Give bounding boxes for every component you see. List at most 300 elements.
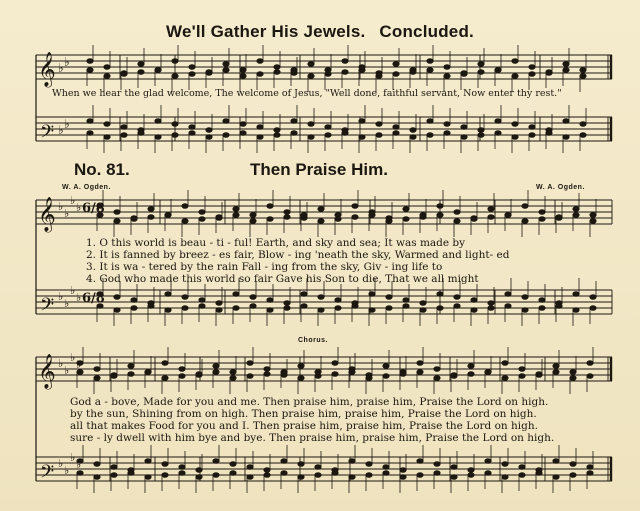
note-head <box>437 306 443 311</box>
note-head <box>121 72 127 77</box>
note-head <box>573 308 579 313</box>
note-head <box>495 119 501 124</box>
note-head <box>451 475 457 480</box>
note-head <box>298 475 304 480</box>
note-head <box>301 292 307 297</box>
note-head <box>308 135 314 140</box>
chorus-label: Chorus. <box>298 337 328 344</box>
note-head <box>366 473 372 478</box>
note-head <box>172 59 178 64</box>
note-head <box>247 374 253 379</box>
note-head <box>580 68 586 73</box>
note-head <box>216 301 222 306</box>
svg-text:♭: ♭ <box>58 357 64 370</box>
note-head <box>444 65 450 70</box>
note-head <box>590 213 596 218</box>
note-head <box>257 59 263 64</box>
staff-3-bass <box>36 457 612 481</box>
note-head <box>298 462 304 467</box>
note-head <box>352 215 358 220</box>
note-head <box>478 70 484 75</box>
note-head <box>369 308 375 313</box>
note-head <box>342 131 348 136</box>
note-head <box>162 473 168 478</box>
note-head <box>233 213 239 218</box>
note-head <box>369 292 375 297</box>
note-head <box>495 131 501 136</box>
svg-text:♭: ♭ <box>58 290 64 303</box>
note-head <box>87 59 93 64</box>
note-head <box>359 135 365 140</box>
note-head <box>131 298 137 303</box>
note-head <box>437 292 443 297</box>
svg-text:♭: ♭ <box>70 451 76 464</box>
note-head <box>434 376 440 381</box>
note-head <box>318 207 324 212</box>
note-head <box>104 65 110 70</box>
note-head <box>155 119 161 124</box>
svg-text:♭: ♭ <box>70 194 76 207</box>
note-head <box>199 304 205 309</box>
note-head <box>454 295 460 300</box>
note-head <box>148 215 154 220</box>
note-head <box>233 292 239 297</box>
note-head <box>400 468 406 473</box>
note-head <box>519 473 525 478</box>
treble-clef-icon: 𝄞 <box>38 354 56 389</box>
note-head <box>274 70 280 75</box>
note-head <box>471 217 477 222</box>
note-head <box>233 306 239 311</box>
note-head <box>179 471 185 476</box>
note-head <box>444 122 450 127</box>
note-head <box>410 135 416 140</box>
note-head <box>189 125 195 130</box>
note-head <box>264 367 270 372</box>
note-head <box>223 119 229 124</box>
note-head <box>437 213 443 218</box>
note-head <box>131 306 137 311</box>
note-head <box>573 207 579 212</box>
note-head <box>587 471 593 476</box>
note-head <box>352 304 358 309</box>
note-head <box>247 361 253 366</box>
note-head <box>359 68 365 73</box>
note-head <box>308 62 314 67</box>
note-head <box>182 295 188 300</box>
svg-text:♭: ♭ <box>70 351 76 364</box>
note-head <box>471 298 477 303</box>
note-head <box>114 210 120 215</box>
note-head <box>111 465 117 470</box>
note-head <box>148 207 154 212</box>
note-head <box>444 74 450 79</box>
note-head <box>315 473 321 478</box>
note-head <box>114 308 120 313</box>
note-head <box>281 471 287 476</box>
note-head <box>182 204 188 209</box>
note-head <box>172 122 178 127</box>
note-head <box>519 465 525 470</box>
note-head <box>223 68 229 73</box>
note-head <box>318 308 324 313</box>
note-head <box>267 204 273 209</box>
note-head <box>315 374 321 379</box>
note-head <box>417 361 423 366</box>
note-head <box>87 68 93 73</box>
note-head <box>230 370 236 375</box>
note-head <box>264 372 270 377</box>
note-head <box>570 376 576 381</box>
note-head <box>519 367 525 372</box>
note-head <box>417 459 423 464</box>
note-head <box>587 374 593 379</box>
note-head <box>138 70 144 75</box>
note-head <box>162 462 168 467</box>
note-head <box>522 308 528 313</box>
note-head <box>570 462 576 467</box>
note-head <box>281 370 287 375</box>
note-head <box>114 219 120 224</box>
note-head <box>104 74 110 79</box>
note-head <box>342 59 348 64</box>
note-head <box>145 475 151 480</box>
note-head <box>298 364 304 369</box>
note-head <box>502 475 508 480</box>
note-head <box>461 125 467 130</box>
note-head <box>257 135 263 140</box>
note-head <box>325 125 331 130</box>
note-head <box>478 133 484 138</box>
note-head <box>94 376 100 381</box>
note-head <box>403 207 409 212</box>
note-head <box>179 367 185 372</box>
note-head <box>349 370 355 375</box>
note-head <box>230 462 236 467</box>
note-head <box>206 135 212 140</box>
note-head <box>522 204 528 209</box>
note-head <box>410 70 416 75</box>
note-head <box>145 370 151 375</box>
note-head <box>434 367 440 372</box>
note-head <box>274 65 280 70</box>
note-head <box>274 128 280 133</box>
note-head <box>281 459 287 464</box>
note-head <box>325 72 331 77</box>
note-head <box>199 298 205 303</box>
note-head <box>308 74 314 79</box>
svg-text:♭: ♭ <box>76 201 82 214</box>
note-head <box>196 475 202 480</box>
note-head <box>172 74 178 79</box>
note-head <box>291 131 297 136</box>
note-head <box>502 361 508 366</box>
svg-text:♭: ♭ <box>58 200 64 213</box>
note-head <box>563 135 569 140</box>
note-head <box>502 462 508 467</box>
note-head <box>301 213 307 218</box>
note-head <box>284 215 290 220</box>
note-head <box>573 292 579 297</box>
note-head <box>563 68 569 73</box>
note-head <box>539 217 545 222</box>
note-head <box>471 308 477 313</box>
note-head <box>383 465 389 470</box>
note-head <box>131 217 137 222</box>
note-head <box>417 370 423 375</box>
time-signature-bass: 6/8 <box>82 291 105 306</box>
note-head <box>332 471 338 476</box>
chorus-line-4: sure - ly dwell with him bye and bye. Then praise him, praise him, Praise the Lord on high. <box>70 432 555 444</box>
note-head <box>580 133 586 138</box>
chorus-line-2: by the sun, Shining from on high. Then praise him, praise him, Praise the Lord on high. <box>70 408 537 420</box>
note-head <box>573 213 579 218</box>
note-head <box>128 364 134 369</box>
note-head <box>427 119 433 124</box>
note-head <box>417 473 423 478</box>
note-head <box>87 119 93 124</box>
note-head <box>553 475 559 480</box>
note-head <box>165 308 171 313</box>
note-head <box>580 74 586 79</box>
note-head <box>454 219 460 224</box>
note-head <box>94 475 100 480</box>
note-head <box>165 213 171 218</box>
note-head <box>434 462 440 467</box>
note-head <box>536 471 542 476</box>
note-head <box>155 68 161 73</box>
chorus-line-1: God a - bove, Made for you and me. Then praise him, praise him, Praise the Lord on high. <box>70 396 549 408</box>
note-head <box>318 219 324 224</box>
note-head <box>587 465 593 470</box>
note-head <box>213 459 219 464</box>
note-head <box>335 298 341 303</box>
note-head <box>240 74 246 79</box>
note-head <box>196 468 202 473</box>
note-head <box>502 376 508 381</box>
note-head <box>383 374 389 379</box>
note-head <box>77 471 83 476</box>
note-head <box>250 213 256 218</box>
note-head <box>284 301 290 306</box>
note-head <box>488 306 494 311</box>
treble-clef-icon: 𝄞 <box>38 197 56 232</box>
note-head <box>179 465 185 470</box>
note-head <box>216 215 222 220</box>
note-head <box>570 370 576 375</box>
note-head <box>393 131 399 136</box>
note-head <box>539 298 545 303</box>
note-head <box>400 475 406 480</box>
note-head <box>301 304 307 309</box>
note-head <box>393 62 399 67</box>
verse-3: 3. It is wa - tered by the rain Fall - ing from the sky, Giv - ing life to <box>86 261 443 273</box>
note-head <box>512 74 518 79</box>
note-head <box>488 301 494 306</box>
note-head <box>451 374 457 379</box>
note-head <box>512 135 518 140</box>
note-head <box>400 372 406 377</box>
note-head <box>267 217 273 222</box>
note-head <box>444 131 450 136</box>
note-head <box>563 119 569 124</box>
note-head <box>213 473 219 478</box>
note-head <box>403 304 409 309</box>
note-head <box>366 376 372 381</box>
verse-4: 4. God who made this world so fair Gave his Son to die, That we all might <box>86 273 479 285</box>
svg-text:♭: ♭ <box>64 364 70 377</box>
note-head <box>590 295 596 300</box>
note-head <box>485 459 491 464</box>
note-head <box>213 370 219 375</box>
note-head <box>267 298 273 303</box>
music-credit: W. A. Ogden. <box>536 184 585 191</box>
treble-clef-icon: 𝄞 <box>38 52 56 87</box>
note-head <box>434 471 440 476</box>
note-head <box>349 475 355 480</box>
note-head <box>250 295 256 300</box>
note-head <box>386 219 392 224</box>
note-head <box>529 125 535 130</box>
svg-text:♭: ♭ <box>64 464 70 477</box>
note-head <box>291 119 297 124</box>
note-head <box>468 468 474 473</box>
note-head <box>427 59 433 64</box>
note-head <box>216 308 222 313</box>
note-head <box>206 128 212 133</box>
svg-text:♭: ♭ <box>76 358 82 371</box>
note-head <box>454 304 460 309</box>
time-signature-top: 6/8 <box>82 201 105 216</box>
note-head <box>298 376 304 381</box>
note-head <box>522 219 528 224</box>
note-head <box>461 135 467 140</box>
svg-text:♭: ♭ <box>70 284 76 297</box>
note-head <box>199 210 205 215</box>
svg-text:♭: ♭ <box>64 117 70 131</box>
note-head <box>556 215 562 220</box>
note-head <box>488 215 494 220</box>
note-head <box>138 62 144 67</box>
note-head <box>539 210 545 215</box>
note-head <box>590 306 596 311</box>
note-head <box>250 219 256 224</box>
note-head <box>247 475 253 480</box>
note-head <box>563 62 569 67</box>
note-head <box>386 306 392 311</box>
note-head <box>410 128 416 133</box>
note-head <box>284 210 290 215</box>
note-head <box>349 459 355 464</box>
hymn-number: No. 81. <box>74 160 130 179</box>
note-head <box>553 459 559 464</box>
note-head <box>512 59 518 64</box>
note-head <box>529 65 535 70</box>
note-head <box>427 133 433 138</box>
note-head <box>213 364 219 369</box>
hymn-title: Then Praise Him. <box>250 160 388 179</box>
note-head <box>223 133 229 138</box>
note-head <box>94 462 100 467</box>
note-head <box>284 306 290 311</box>
note-head <box>172 133 178 138</box>
note-head <box>257 72 263 77</box>
svg-text:♭: ♭ <box>76 291 82 304</box>
flat-icon: ♭ <box>58 123 64 137</box>
note-head <box>332 372 338 377</box>
verse-1: 1. O this world is beau - ti - ful! Earth, and sky and sea; It was made by <box>86 237 466 249</box>
note-head <box>121 133 127 138</box>
note-head <box>247 465 253 470</box>
note-head <box>519 374 525 379</box>
note-head <box>522 295 528 300</box>
note-head <box>485 471 491 476</box>
note-head <box>461 72 467 77</box>
note-head <box>332 361 338 366</box>
note-head <box>104 135 110 140</box>
note-head <box>546 131 552 136</box>
bass-clef-icon: 𝄢 <box>40 122 55 147</box>
note-head <box>257 125 263 130</box>
note-head <box>335 306 341 311</box>
note-head <box>128 471 134 476</box>
note-head <box>230 376 236 381</box>
note-head <box>291 68 297 73</box>
note-head <box>383 364 389 369</box>
note-head <box>325 133 331 138</box>
note-head <box>366 462 372 467</box>
note-head <box>553 364 559 369</box>
note-head <box>308 122 314 127</box>
note-head <box>230 471 236 476</box>
note-head <box>393 125 399 130</box>
note-head <box>196 372 202 377</box>
note-head <box>536 372 542 377</box>
note-head <box>111 374 117 379</box>
note-head <box>451 465 457 470</box>
note-head <box>468 372 474 377</box>
note-head <box>111 473 117 478</box>
note-head <box>240 122 246 127</box>
note-head <box>206 70 212 75</box>
svg-text:♭: ♭ <box>64 297 70 310</box>
note-head <box>376 74 382 79</box>
note-head <box>369 213 375 218</box>
flat-icon: ♭ <box>58 61 64 75</box>
note-head <box>114 295 120 300</box>
note-head <box>478 62 484 67</box>
note-head <box>162 361 168 366</box>
note-head <box>454 210 460 215</box>
note-head <box>488 207 494 212</box>
note-head <box>145 459 151 464</box>
note-head <box>505 304 511 309</box>
title-main: We'll Gather His Jewels. <box>166 22 366 41</box>
bass-clef-icon: 𝄢 <box>40 295 55 320</box>
bass-clef-icon: 𝄢 <box>40 462 55 487</box>
svg-text:♭: ♭ <box>64 207 70 220</box>
note-head <box>512 122 518 127</box>
note-head <box>505 292 511 297</box>
svg-text:♭: ♭ <box>76 458 82 471</box>
svg-text:♭: ♭ <box>58 457 64 470</box>
note-head <box>274 133 280 138</box>
title-concluded: Concluded. <box>379 22 474 41</box>
note-head <box>138 131 144 136</box>
note-head <box>478 128 484 133</box>
note-head <box>315 465 321 470</box>
note-head <box>121 125 127 130</box>
